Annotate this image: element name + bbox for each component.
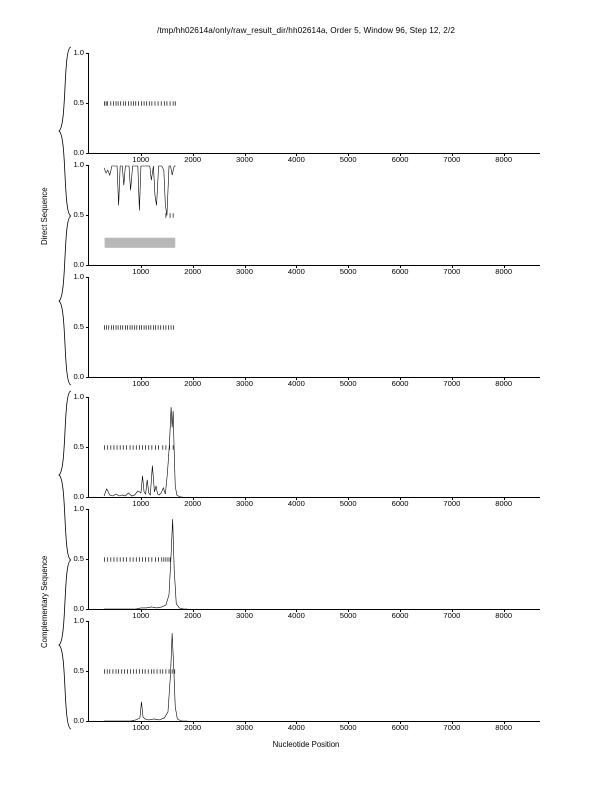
figure-title: /tmp/hh02614a/only/raw_result_dir/hh02614a, Order 5, Window 96, Step 12, 2/2	[157, 26, 455, 35]
panel-6-ytick-0: 0.0	[73, 716, 84, 726]
panel-6-xtick-5000: 5000	[339, 723, 357, 732]
panel-3-xtick-3000: 3000	[236, 379, 253, 388]
panel-4-ytick-1: 1.0	[73, 392, 84, 402]
panel-5-plot	[89, 509, 540, 609]
panel-3-plot	[89, 277, 540, 377]
panel-4-ytick-05: 0.5	[73, 442, 84, 452]
panel-6-xtick-4000: 4000	[287, 723, 305, 732]
panel-4-ytick-0: 0.0	[73, 492, 84, 502]
panel-5-xtick-6000: 6000	[391, 611, 409, 620]
panel-2-xtick-1000: 1000	[132, 267, 150, 276]
panel-3-ytick-0: 0.0	[73, 372, 84, 382]
panel-2-xtick-2000: 2000	[184, 267, 202, 276]
panel-1-xtick-4000: 4000	[287, 155, 305, 164]
brace-direct	[58, 46, 72, 386]
panel-5-xtick-2000: 2000	[184, 611, 202, 620]
panel-3-xtick-7000: 7000	[443, 379, 461, 388]
panel-1-xtick-8000: 8000	[495, 155, 513, 164]
panel-1	[73, 48, 540, 164]
panel-6-xtick-1000: 1000	[132, 723, 150, 732]
panel-5	[73, 504, 540, 620]
y-axis-title-direct: Direct Sequence	[40, 187, 49, 245]
panel-5-xtick-8000: 8000	[495, 611, 513, 620]
panel-6-xtick-6000: 6000	[391, 723, 409, 732]
panel-6-ytick-1: 1.0	[73, 616, 84, 626]
panel-2-xtick-7000: 7000	[443, 267, 461, 276]
panel-4-xtick-8000: 8000	[495, 499, 513, 508]
panel-5-xtick-3000: 3000	[236, 611, 253, 620]
panel-6-xtick-3000: 3000	[236, 723, 253, 732]
panel-6-plot	[89, 621, 540, 721]
panel-4-xtick-5000: 5000	[339, 499, 357, 508]
panel-3-xtick-2000: 2000	[184, 379, 202, 388]
panel-3-xtick-4000: 4000	[287, 379, 305, 388]
x-axis-title: Nucleotide Position	[272, 740, 340, 749]
panel-5-xtick-5000: 5000	[339, 611, 357, 620]
panel-4-xtick-1000: 1000	[132, 499, 150, 508]
panel-6-xtick-8000: 8000	[495, 723, 513, 732]
panel-5-ytick-05: 0.5	[73, 554, 84, 564]
panel-2-plot	[89, 165, 540, 265]
panel-2-xtick-5000: 5000	[339, 267, 357, 276]
panel-5-xtick-1000: 1000	[132, 611, 150, 620]
panel-4-series	[89, 397, 540, 497]
panel-3-xtick-1000: 1000	[132, 379, 150, 388]
panel-4-xtick-2000: 2000	[184, 499, 202, 508]
panel-6-xtick-2000: 2000	[184, 723, 202, 732]
panel-2-ytick-05: 0.5	[73, 210, 84, 220]
panel-3-marks	[89, 277, 540, 377]
panel-5-ytick-0: 0.0	[73, 604, 84, 614]
panel-1-xtick-3000: 3000	[236, 155, 253, 164]
panel-3-xtick-5000: 5000	[339, 379, 357, 388]
panel-6-series	[89, 621, 540, 721]
panel-6-xtick-7000: 7000	[443, 723, 461, 732]
panel-2-ytick-1: 1.0	[73, 160, 84, 170]
panel-1-marks	[89, 53, 540, 153]
panel-2	[73, 160, 540, 276]
panel-3	[73, 272, 540, 388]
panel-4-xtick-7000: 7000	[443, 499, 461, 508]
panel-3-xtick-8000: 8000	[495, 379, 513, 388]
panel-3-xtick-6000: 6000	[391, 379, 409, 388]
panel-1-ytick-05: 0.5	[73, 98, 84, 108]
panel-1-xtick-2000: 2000	[184, 155, 202, 164]
panel-1-xtick-6000: 6000	[391, 155, 409, 164]
panel-2-xtick-8000: 8000	[495, 267, 513, 276]
panel-4	[73, 392, 540, 508]
panel-2-xtick-4000: 4000	[287, 267, 305, 276]
brace-complementary	[58, 390, 72, 730]
panel-4-xtick-6000: 6000	[391, 499, 409, 508]
panel-6	[73, 616, 540, 732]
panel-3-ytick-1: 1.0	[73, 272, 84, 282]
panel-1-xtick-5000: 5000	[339, 155, 357, 164]
panel-1-ytick-1: 1.0	[73, 48, 84, 58]
panel-5-series	[89, 509, 540, 609]
panel-4-xtick-3000: 3000	[236, 499, 253, 508]
panel-5-xtick-4000: 4000	[287, 611, 305, 620]
panel-3-ytick-05: 0.5	[73, 322, 84, 332]
panel-4-xtick-4000: 4000	[287, 499, 305, 508]
panel-1-plot	[89, 53, 540, 153]
panel-4-plot	[89, 397, 540, 497]
y-axis-title-complementary: Complementary Sequence	[40, 555, 49, 648]
panel-2-xtick-3000: 3000	[236, 267, 253, 276]
panel-6-ytick-05: 0.5	[73, 666, 84, 676]
panel-5-ytick-1: 1.0	[73, 504, 84, 514]
panel-2-series	[89, 165, 540, 265]
panel-1-xtick-1000: 1000	[132, 155, 150, 164]
panel-1-xtick-7000: 7000	[443, 155, 461, 164]
panel-5-xtick-7000: 7000	[443, 611, 461, 620]
panel-1-ytick-0: 0.0	[73, 148, 84, 158]
panel-2-ytick-0: 0.0	[73, 260, 84, 270]
panel-2-xtick-6000: 6000	[391, 267, 409, 276]
